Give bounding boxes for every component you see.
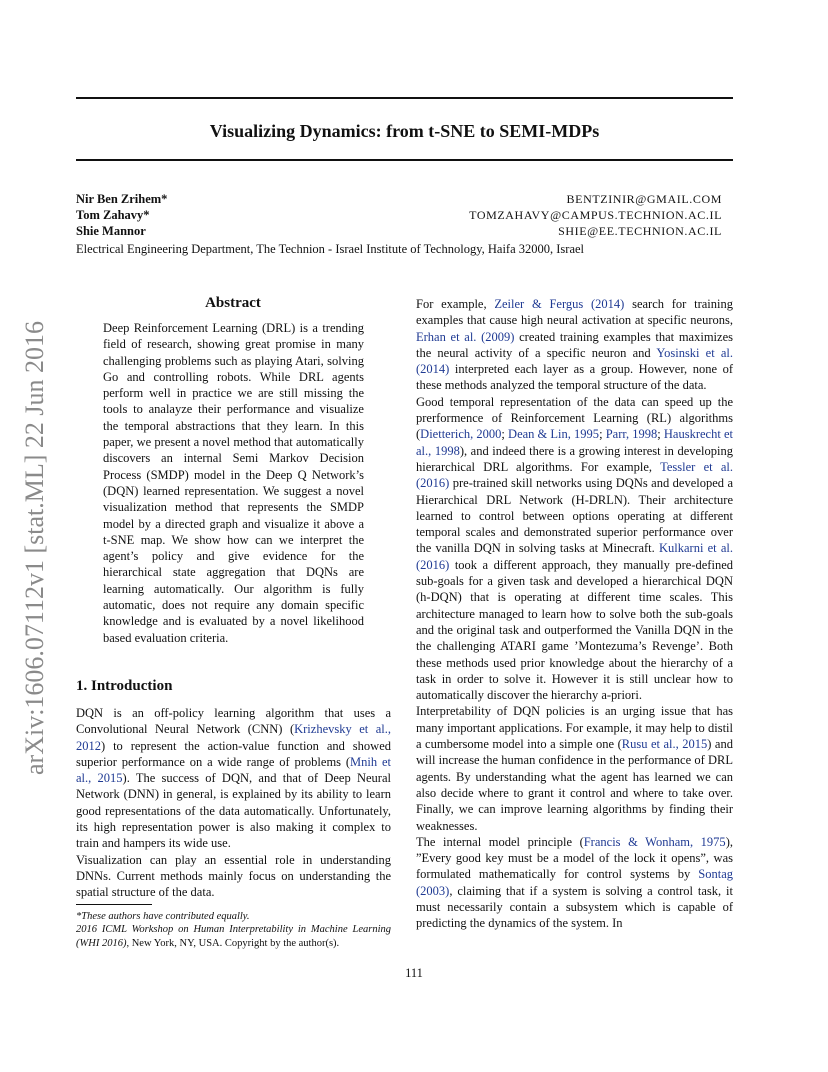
footnote-equal-contribution: *These authors have contributed equally. bbox=[76, 911, 250, 922]
citation-link[interactable]: Hauskrecht et al., 1998 bbox=[416, 427, 733, 458]
affiliation: Electrical Engineering Department, The Technion - Israel Institute of Technology, Haifa 32000, Israel bbox=[76, 242, 585, 256]
citation-link[interactable]: Yosinski et al. (2014) bbox=[416, 345, 733, 377]
citation-link[interactable]: Dietterich, 2000 bbox=[420, 427, 502, 442]
citation-link[interactable]: Dean & Lin, 1995 bbox=[508, 427, 600, 442]
author-name: Tom Zahavy* bbox=[76, 208, 150, 222]
citation-link[interactable]: Sontag (2003) bbox=[416, 867, 733, 898]
paragraph: Good temporal representation of the data can speed up the prerformence of Reinforcement Learning (RL) algorithms (Dietterich, 2000; Dean & Lin, 1995; Parr, 1998; Hauskrecht et al., 1998), and indeed there is a growing interest in developing hierarchical DRL algorithms. For example, Tessler et al. (2016) pre-trained skill networks using DQNs and developed a Hierarchical DRL Network (H-DRLN). Their architecture learned to control between options operating at different temporal scales and demonstrated superior performance over the vanilla DQN in solving tasks at Minecraft. Kulkarni et al. (2016) took a different approach, they manually pre-defined sub-goals for a given task and developed a hierarchical DQN (h-DQN) that is operating at different time scales. This architecture managed to learn how to solve both the sub-goals and the original task and outperformed the Vanilla DQN in the the challenging ATARI game ’Montezuma’s Revenge’. Both these methods used prior knowledge about the hierarchy of a task in order to solve it. However it is still unclear how to automatically discover the hierarchy a-priori. bbox=[416, 394, 734, 703]
citation-link[interactable]: Rusu et al., 2015 bbox=[621, 737, 708, 752]
page-number: 111 bbox=[405, 966, 423, 980]
citation-link[interactable]: Parr, 1998 bbox=[605, 427, 658, 442]
abstract-heading: Abstract bbox=[205, 295, 261, 311]
paragraph: The internal model principle (Francis & Wonham, 1975), ”Every good key must be a model of the lock it opens”, was formulated mathematically for control systems by Sontag (2003), claiming that if a system is solving a control task, it must necessarily contain a subsystem which is capable of predicting the dynamics of the system. In bbox=[416, 834, 733, 931]
author-row bbox=[76, 192, 722, 208]
intro-paragraphs bbox=[76, 705, 391, 901]
paragraph: Interpretability of DQN policies is an urging issue that has many important applications. For example, it may help to distil a cumbersome model into a simple one (Rusu et al., 2015) and will increase the human confidence in the performance of DRL agents. By understanding what the agent has learned we can also decide where to grant it control and where to take over. Finally, we can improve learning algorithms by finding their weaknesses. bbox=[416, 704, 733, 833]
author-row bbox=[76, 208, 722, 224]
citation-link[interactable]: Mnih et al., 2015 bbox=[76, 754, 391, 786]
citation-link[interactable]: Tessler et al. (2016) bbox=[416, 459, 734, 491]
paragraph: DQN is an off-policy learning algorithm that uses a Convolutional Neural Network (CNN) (Krizhevsky et al., 2012) to represent the action-value function and showed superior performance on a wide range of problems (Mnih et al., 2015). The success of DQN, and that of Deep Neural Network (DNN) in general, is explained by its ability to learn good representations of the data automatically. Unfortunately, its high representation power is also making it complex to train and hampers its wide use. bbox=[76, 706, 391, 851]
citation-link[interactable]: Kulkarni et al. (2016) bbox=[416, 541, 733, 572]
paper-title: Visualizing Dynamics: from t-SNE to SEMI-MDPs bbox=[209, 121, 600, 141]
paragraph: For example, Zeiler & Fergus (2014) search for training examples that cause high neural activation at specific neurons, Erhan et al. (2009) created training examples that maximizes the neural activity of a specific neuron and Yosinski et al. (2014) interpreted each layer as a group. However, none of these methods analyzed the temporal structure of the data. bbox=[416, 297, 733, 393]
arxiv-stamp: arXiv:1606.07112v1 [stat.ML] 22 Jun 2016 bbox=[20, 321, 49, 775]
abstract-text: Deep Reinforcement Learning (DRL) is a trending field of research, showing great promise in many challenging problems such as playing Atari, solving Go and controlling robots. While DRL agents perform well in practice we are still missing the tools to analayze their performance and visualize the temporal abstractions that they learn. In this paper, we present a novel method that automatically discovers an internal Semi Markov Decision Process (SMDP) model in the Deep Q Network’s (DQN) learned representation. We suggest a novel visualization method that represents the SMDP model by a directed graph and visualize it above a t-SNE map. We show how can we interpret the agent’s policy and give evidence for the hierarchical state aggregation that DQNs are learning automatically. Our algorithm is fully automatic, does not require any domain specific knowledge and is evaluated by a novel likelihood based evaluation criteria. bbox=[103, 321, 364, 645]
author-email[interactable]: BENTZINIR@GMAIL.COM bbox=[566, 192, 722, 206]
footnote-venue: 2016 ICML Workshop on Human Interpretability in Machine Learning (WHI 2016), New York, NY, USA. Copyright by the author(s). bbox=[76, 924, 391, 949]
citation-link[interactable]: Krizhevsky et al., 2012 bbox=[76, 722, 391, 753]
footnotes bbox=[76, 910, 391, 950]
author-name: Shie Mannor bbox=[76, 224, 146, 238]
right-column bbox=[416, 296, 733, 932]
top-rule bbox=[76, 97, 733, 99]
author-email[interactable]: TOMZAHAVY@CAMPUS.TECHNION.AC.IL bbox=[469, 208, 722, 222]
paragraph: Visualization can play an essential role in understanding DNNs. Current methods mainly focus on understanding the spatial structure of the data. bbox=[76, 852, 391, 900]
citation-link[interactable]: Francis & Wonham, 1975 bbox=[583, 834, 726, 849]
author-row bbox=[76, 224, 722, 240]
author-name: Nir Ben Zrihem* bbox=[76, 192, 168, 206]
citation-link[interactable]: Erhan et al. (2009) bbox=[416, 329, 515, 344]
author-email[interactable]: SHIE@EE.TECHNION.AC.IL bbox=[558, 224, 722, 238]
section-heading-introduction: 1. Introduction bbox=[76, 678, 173, 694]
citation-link[interactable]: Zeiler & Fergus (2014) bbox=[494, 297, 625, 311]
footnote-rule bbox=[76, 904, 152, 905]
title-bottom-rule bbox=[76, 159, 733, 161]
